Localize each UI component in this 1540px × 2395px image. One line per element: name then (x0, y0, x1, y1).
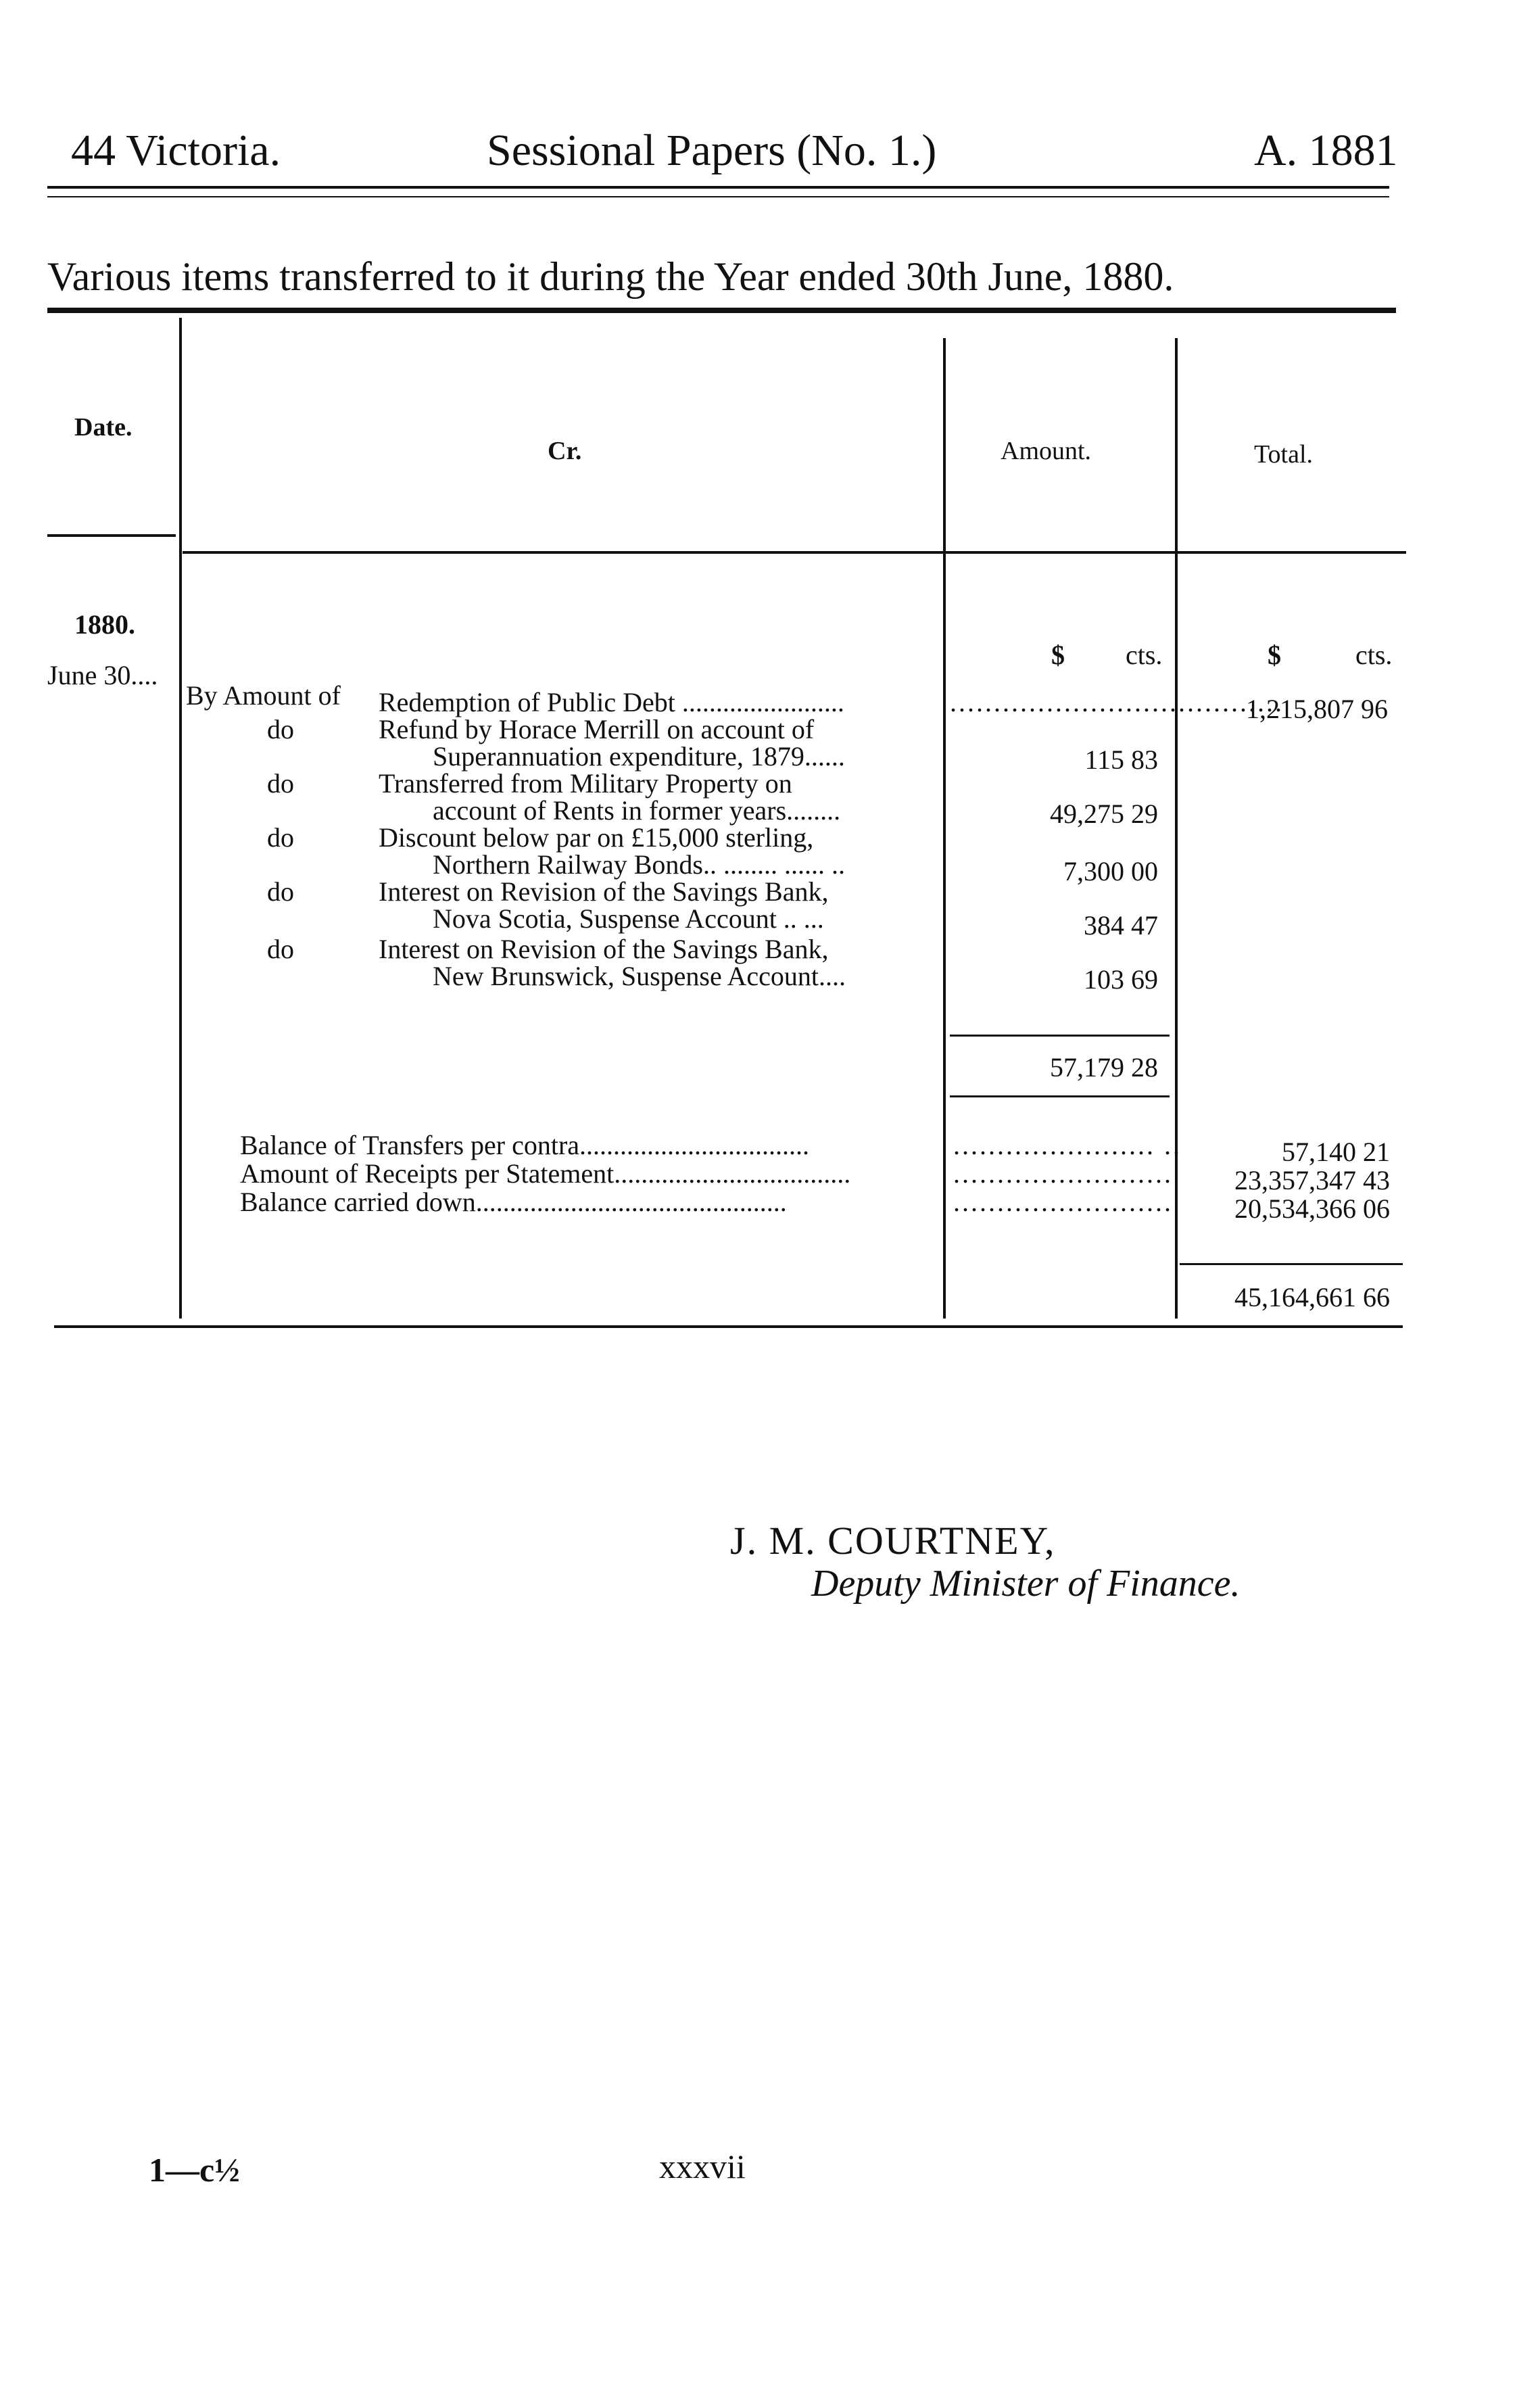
date-year: 1880. (74, 609, 135, 640)
header-right: A. 1881 (1254, 126, 1398, 175)
entry-description: Transferred from Military Property on (379, 768, 792, 799)
entry-description: Redemption of Public Debt ........................ (379, 687, 844, 717)
entry-description-cont: Northern Railway Bonds.. ........ ...... .. (433, 849, 845, 880)
grand-total-rule-top (1180, 1263, 1403, 1265)
signature-title: Deputy Minister of Finance. (811, 1563, 1241, 1605)
header-rule-top (47, 186, 1389, 189)
amount-dollar-sign: $ (1051, 640, 1065, 670)
balance-label: Amount of Receipts per Statement................................... (240, 1158, 851, 1189)
grand-total: 45,164,661 66 (1234, 1282, 1390, 1312)
column-divider-date (179, 318, 182, 1319)
balance-label: Balance carried down.............................................. (240, 1187, 787, 1217)
column-header-date: Date. (74, 413, 133, 442)
header-left: 44 Victoria. (71, 126, 281, 175)
column-header-total: Total. (1254, 440, 1314, 469)
entry-prefix: By Amount of (186, 680, 341, 711)
balance-leader: ......................... (953, 1187, 1173, 1217)
entry-description: Interest on Revision of the Savings Bank, (379, 934, 829, 964)
column-header-cr: Cr. (548, 437, 582, 465)
entry-amount: 115 83 (1084, 744, 1158, 775)
entry-prefix: do (267, 934, 294, 964)
entry-prefix: do (267, 876, 294, 907)
entry-amount: 49,275 29 (1050, 799, 1158, 829)
subtotal-rule-top (950, 1035, 1170, 1037)
subtotal-rule-bottom (950, 1095, 1170, 1097)
entry-prefix: do (267, 714, 294, 744)
entry-amount-leader: ...................................... (950, 687, 1284, 717)
total-cents-label: cts. (1355, 640, 1393, 670)
entry-amount: 384 47 (1084, 910, 1158, 941)
date-day: June 30.... (47, 660, 158, 690)
page-number: xxxvii (659, 2148, 746, 2185)
entry-prefix: do (267, 822, 294, 853)
amount-subtotal: 57,179 28 (1050, 1052, 1158, 1083)
total-dollar-sign: $ (1268, 640, 1281, 670)
balance-total: 20,534,366 06 (1234, 1193, 1390, 1224)
entry-description: Refund by Horace Merrill on account of (379, 714, 815, 744)
entry-prefix: do (267, 768, 294, 799)
header-center: Sessional Papers (No. 1.) (487, 126, 937, 175)
table-subtitle: Various items transferred to it during the Year ended 30th June, 1880. (47, 254, 1174, 299)
entry-description-cont: account of Rents in former years........ (433, 795, 841, 826)
balance-leader: ......................... (953, 1158, 1173, 1189)
entry-total: 1,215,807 96 (1246, 694, 1388, 724)
balance-leader: ....................... .. (953, 1130, 1182, 1160)
entry-description-cont: New Brunswick, Suspense Account.... (433, 961, 846, 991)
entry-description: Interest on Revision of the Savings Bank, (379, 876, 829, 907)
footer-signature-mark: 1—c½ (149, 2151, 240, 2189)
amount-cents-label: cts. (1126, 640, 1163, 670)
header-underline-main (183, 551, 1406, 554)
balance-label: Balance of Transfers per contra.................................. (240, 1130, 810, 1160)
balance-total: 23,357,347 43 (1234, 1165, 1390, 1195)
column-header-amount: Amount. (1001, 437, 1092, 465)
header-rule-bottom (47, 196, 1389, 197)
header-underline-date (47, 534, 176, 537)
entry-description: Discount below par on £15,000 sterling, (379, 822, 814, 853)
entry-amount: 7,300 00 (1063, 856, 1158, 886)
signature-name: J. M. COURTNEY, (730, 1519, 1056, 1563)
entry-description-cont: Superannuation expenditure, 1879...... (433, 741, 845, 772)
subtitle-rule (47, 308, 1396, 313)
entry-description-cont: Nova Scotia, Suspense Account .. ... (433, 903, 824, 934)
balance-total: 57,140 21 (1282, 1137, 1390, 1167)
column-divider-cr (943, 338, 946, 1319)
entry-amount: 103 69 (1084, 964, 1158, 995)
column-divider-amount (1175, 338, 1178, 1319)
table-bottom-rule (54, 1325, 1403, 1328)
